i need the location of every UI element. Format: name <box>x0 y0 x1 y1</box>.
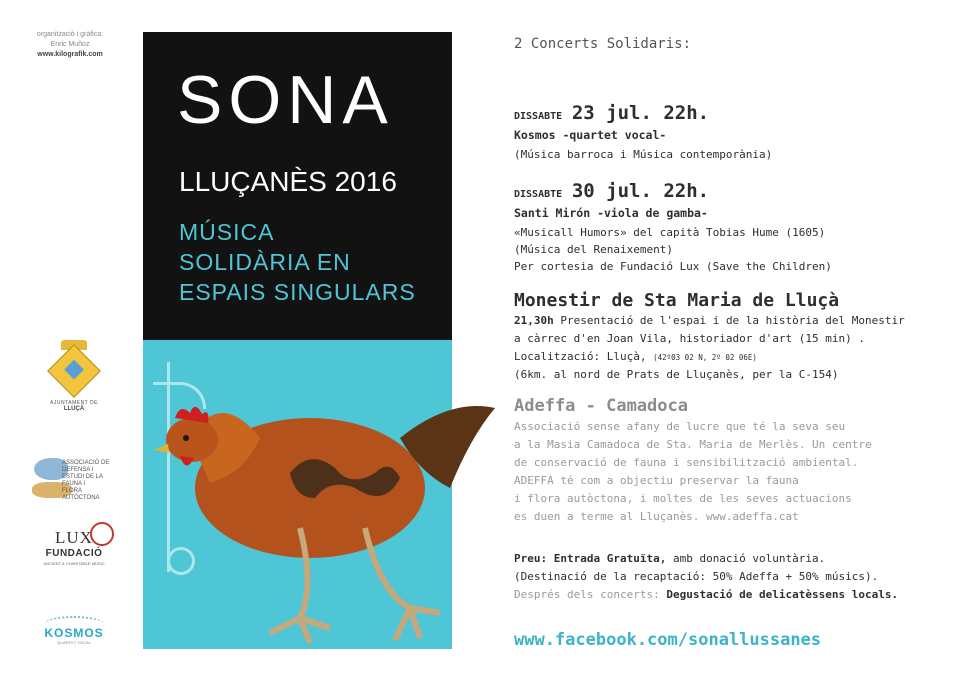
hen-beak <box>154 444 169 453</box>
intro-heading: 2 Concerts Solidaris: <box>514 36 692 52</box>
concert-1-date: DISSABTE 23 jul. 22h. <box>514 102 710 124</box>
concert-1-performer: Kosmos -quartet vocal- <box>514 128 667 142</box>
concert-2-performer: Santi Mirón -viola de gamba- <box>514 206 708 220</box>
concert-1-note: (Música barroca i Música contemporània) <box>514 148 773 161</box>
ajuntament-town: LLUÇÀ <box>63 406 85 412</box>
venue-directions: (6km. al nord de Prats de Lluçanès, per la C-154) <box>514 368 839 381</box>
after-concerts: Després dels concerts: Degustació de delicatèssens locals. <box>514 588 899 601</box>
poster-tagline-1: MÚSICA <box>179 219 275 245</box>
price-destination: (Destinació de la recaptació: 50% Adeffa + 50% músics). <box>514 570 879 583</box>
adeffa-line: a la Masia Camadoca de Sta. Maria de Merlès. Un centre <box>514 438 872 451</box>
adeffa-logo <box>28 454 120 504</box>
concert-2-line1: «Musicall Humors» del capità Tobias Hume (1605) <box>514 226 826 239</box>
credit-line: organització i gràfica: <box>36 31 104 38</box>
adeffa-line: i flora autòctona, i moltes de les seves actuacions <box>514 492 852 505</box>
lux-fundacio-logo <box>28 528 120 566</box>
kosmos-logo <box>28 616 120 645</box>
kosmos-tagline: QUARTET VOCAL <box>57 640 91 645</box>
poster-title: SONA <box>177 62 394 138</box>
adeffa-logo-text: ASSOCIACIÓ DE DEFENSA I ESTUDI DE LA FAUNA I FLORA AUTÒCTONA <box>62 460 110 501</box>
adeffa-line: ADEFFA té com a objectiu preservar la fauna <box>514 474 799 487</box>
concert-2-line2: (Música del Renaixement) <box>514 243 673 256</box>
hen-head <box>166 418 218 462</box>
poster-subtitle: LLUÇANÈS 2016 <box>179 166 397 197</box>
adeffa-line: Associació sense afany de lucre que té la seva seu <box>514 420 846 433</box>
adeffa-title: Adeffa - Camadoca <box>514 396 688 416</box>
ajuntament-caption: AJUNTAMENT DE <box>50 400 98 406</box>
lux-fundacio: FUNDACIÓ <box>45 548 103 559</box>
poster-tagline-2: SOLIDÀRIA EN <box>179 249 351 275</box>
lux-name: LUX <box>55 528 93 547</box>
facebook-link[interactable]: www.facebook.com/sonallussanes <box>514 630 822 650</box>
kosmos-name: KOSMOS <box>44 626 104 640</box>
hen-eye <box>183 435 189 441</box>
ajuntament-logo <box>28 340 120 412</box>
adeffa-line: es duen a terme al Lluçanès. www.adeffa.cat <box>514 510 799 523</box>
venue-title: Monestir de Sta Maria de Lluçà <box>514 290 840 311</box>
venue-line1: 21,30h Presentació de l'espai i de la història del Monestir <box>514 314 905 327</box>
concert-2-line3: Per cortesia de Fundació Lux (Save the Children) <box>514 260 832 273</box>
coat-of-arms-icon <box>47 344 101 398</box>
venue-line2: a càrrec d'en Joan Vila, historiador d'art (15 min) . <box>514 332 865 345</box>
venue-location: Localització: Lluçà, (42º03 02 N, 2º 02 06E) <box>514 350 757 363</box>
lux-tagline: ANCIENT & CHARITABLE MUSIC <box>43 561 105 566</box>
credit-block <box>22 30 118 60</box>
credit-author: Enric Muñoz <box>50 41 90 48</box>
adeffa-line: de conservació de fauna i sensibilització ambiental. <box>514 456 859 469</box>
seal-icon <box>90 522 114 546</box>
hen-illustration <box>150 378 500 658</box>
concert-2-date: DISSABTE 30 jul. 22h. <box>514 180 710 202</box>
poster-tagline-3: ESPAIS SINGULARS <box>179 279 416 305</box>
price-line: Preu: Entrada Gratuïta, amb donació voluntària. <box>514 552 826 565</box>
credit-website[interactable]: www.kilografik.com <box>37 51 103 58</box>
